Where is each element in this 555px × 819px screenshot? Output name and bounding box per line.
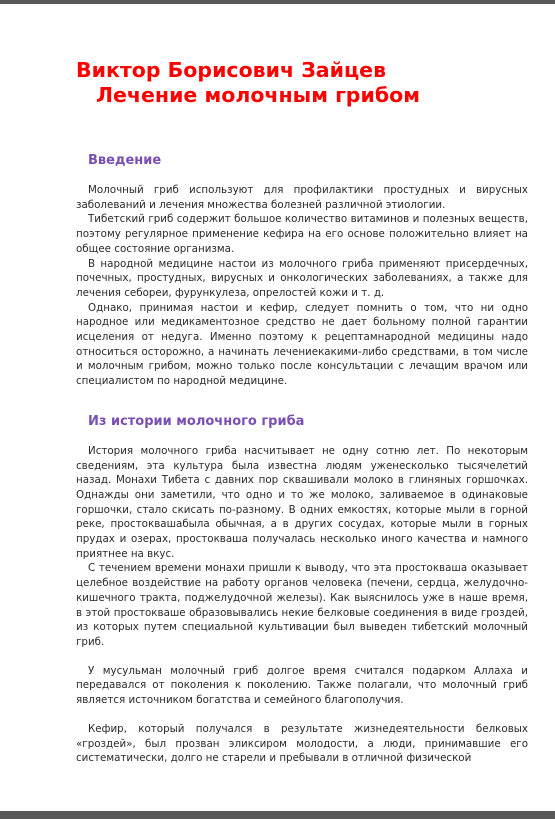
paragraph: Тибетский гриб содержит большое количество витаминов и полезных веществ, поэтому регулярное применение кефира на его основе положительно влияет на общее состояние организма.	[76, 213, 528, 255]
paragraph: Кефир, который получался в результате жизнедеятельности белковых «гроздей», был прозван эликсиром молодости, а люди, принимавшие его систематически, долго не старели и пребывали в отличной физической	[76, 722, 528, 765]
paragraph: С течением времени монахи пришли к выводу, что эта простокваша оказывает целебное воздействие на работу органов человека (печени, сердца, желудочно-кишечного тракта, поджелудочной железы). Как выяснилось уже в наше время, в этой простокваше образовывались некие белковые соединения в виде гроздей, из которых путем специальной культивации был выведен тибетский молочный гриб.	[76, 562, 528, 648]
paragraph: Однако, принимая настои и кефир, следует помнить о том, что ни одно народное или медикаментозное средство не дает больному полной гарантии исцеления от недуга. Именно поэтому к рецептамнародной медицины надо относиться осторожно, а начинать лечениекакими-либо средствами, в том числе и молочным грибом, можно только после консультации с лечащим врачом или специалистом по народной медицине.	[76, 301, 528, 388]
paragraph: В народной медицине настои из молочного гриба применяют присердечных, почечных, простудных, вирусных и онкологических заболеваниях, а также для лечения себореи, фурункулеза, опрелостей кожи и т. д.	[76, 257, 528, 299]
author-name: Виктор Борисович Зайцев	[76, 58, 387, 82]
paragraph: У мусульман молочный гриб долгое время считался подарком Аллаха и передавался от поколения к поколению. Также полагали, что молочный гриб является источником богатства и семейного благополучия.	[76, 664, 528, 707]
document-page	[76, 58, 528, 766]
book-title: Лечение молочным грибом	[96, 83, 420, 107]
paragraph: История молочного гриба насчитывает не одну сотню лет. По некоторым сведениям, эта культура была известна людям уженесколько тысячелетий назад. Монахи Тибета с давних пор сквашивали молоко в глиняных горшочках. Однажды они заметили, что одно и то же молоко, заливаемое в одинаковые горшочки, стало скисать по-разному. В одних емкостях, которые мыли в горной реке, простоквашабыла обычная, а в других сосудах, которые мыли в горных прудах и озерах, простокваша получалась несколько иного качества и намного приятнее на вкус.	[76, 444, 528, 560]
section-heading-history: Из истории молочного гриба	[88, 413, 305, 429]
top-edge-bar	[0, 0, 555, 4]
bottom-edge-bar	[0, 811, 555, 819]
paragraph: Молочный гриб используют для профилактики простудных и вирусных заболеваний и лечения множества болезней различной этиологии.	[76, 184, 528, 211]
section-heading-introduction: Введение	[88, 153, 162, 168]
